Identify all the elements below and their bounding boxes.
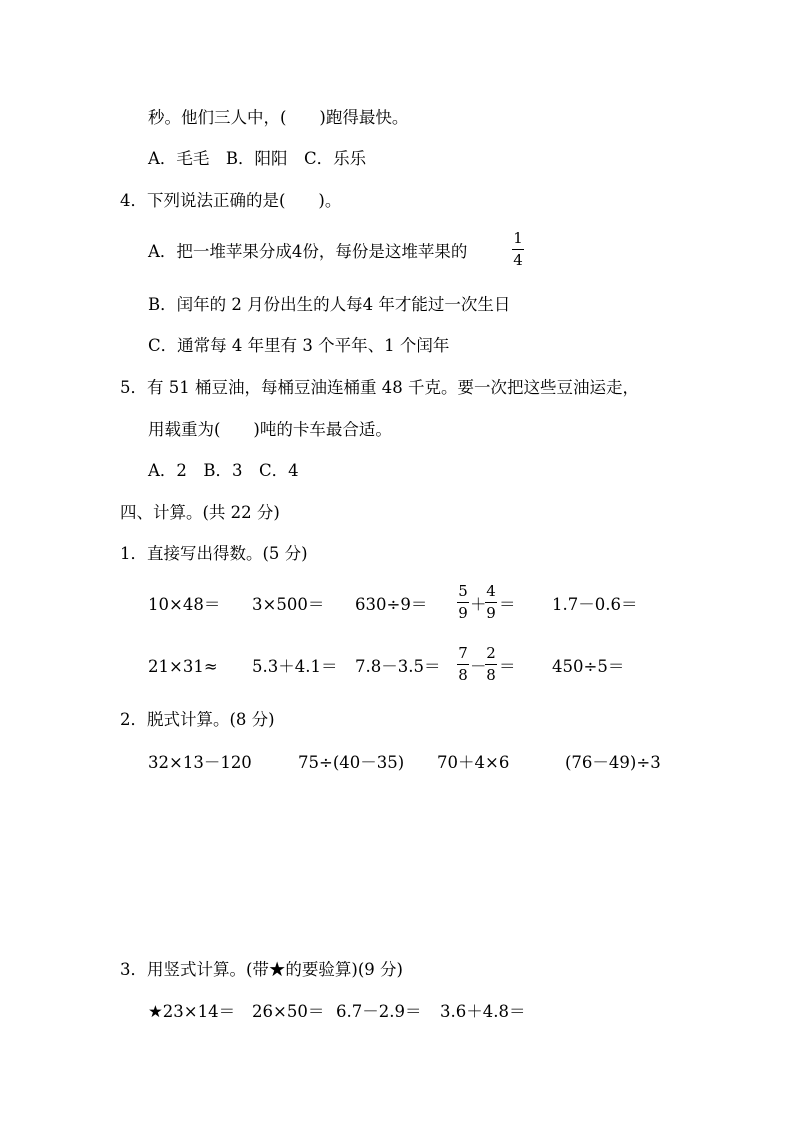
fraction-bar — [512, 249, 524, 250]
vertical-calc-3: 6.7－2.9＝ — [336, 1002, 422, 1021]
fraction-numerator: 2 — [486, 644, 496, 662]
fraction-numerator: 1 — [513, 229, 523, 247]
fraction-bar — [457, 664, 469, 665]
mental-calc-5: 1.7－0.6＝ — [552, 595, 638, 614]
q5-options: A．2 B．3 C．4 — [148, 461, 299, 480]
vertical-calc-1: ★23×14＝ — [148, 1002, 236, 1021]
mental-calc-9-equals: ＝ — [499, 657, 516, 676]
stepwise-calc-2: 75÷(40－35) — [298, 753, 405, 772]
mental-calc-3: 630÷9＝ — [355, 595, 428, 614]
vertical-calc-2: 26×50＝ — [252, 1002, 325, 1021]
fraction-numerator: 4 — [486, 582, 496, 600]
stepwise-calc-1: 32×13－120 — [148, 753, 252, 772]
q4-option-a-fraction — [512, 230, 524, 269]
fraction-denominator: 9 — [458, 604, 468, 622]
q5-stem-line1: 5．有 51 桶豆油，每桶豆油连桶重 48 千克。要一次把这些豆油运走， — [120, 378, 639, 397]
mental-calc-9-frac-b — [485, 645, 497, 684]
fraction-bar — [485, 602, 497, 603]
q4-option-c: C．通常每 4 年里有 3 个平年、1 个闰年 — [148, 336, 450, 355]
fraction-denominator: 4 — [513, 251, 523, 269]
fraction-denominator: 8 — [458, 666, 468, 684]
mental-calc-4-operator: ＋ — [470, 595, 487, 614]
mental-calc-6: 21×31≈ — [148, 657, 218, 676]
part2-title: 2．脱式计算。(8 分) — [120, 710, 275, 729]
mental-calc-9-frac-a — [457, 645, 469, 684]
fraction-bar — [485, 664, 497, 665]
q4-option-b: B．闰年的 2 月份出生的人每4 年才能过一次生日 — [148, 295, 511, 314]
fraction-numerator: 7 — [458, 644, 468, 662]
mental-calc-10: 450÷5＝ — [552, 657, 625, 676]
mental-calc-7: 5.3＋4.1＝ — [252, 657, 338, 676]
mental-calc-1: 10×48＝ — [148, 595, 221, 614]
mental-calc-8: 7.8－3.5＝ — [355, 657, 441, 676]
part1-title: 1．直接写出得数。(5 分) — [120, 544, 308, 563]
mental-calc-4-equals: ＝ — [499, 595, 516, 614]
q4-option-a: A．把一堆苹果分成4份，每份是这堆苹果的 — [148, 242, 468, 261]
stepwise-calc-4: (76－49)÷3 — [565, 753, 661, 772]
mental-calc-4-frac-b — [485, 583, 497, 622]
fraction-bar — [457, 602, 469, 603]
vertical-calc-4: 3.6＋4.8＝ — [440, 1002, 526, 1021]
stepwise-calc-3: 70＋4×6 — [437, 753, 510, 772]
fraction-numerator: 5 — [458, 582, 468, 600]
mental-calc-4-frac-a — [457, 583, 469, 622]
mental-calc-2: 3×500＝ — [252, 595, 325, 614]
section4-title: 四、计算。(共 22 分) — [120, 503, 280, 522]
mental-calc-9-operator: － — [470, 657, 487, 676]
fraction-denominator: 8 — [486, 666, 496, 684]
q4-stem: 4．下列说法正确的是( )。 — [120, 191, 342, 210]
q5-stem-line2: 用载重为( )吨的卡车最合适。 — [148, 420, 392, 439]
q3-continuation: 秒。他们三人中，( )跑得最快。 — [148, 108, 409, 127]
fraction-denominator: 9 — [486, 604, 496, 622]
part3-title: 3．用竖式计算。(带★的要验算)(9 分) — [120, 960, 403, 979]
q3-options: A．毛毛 B．阳阳 C．乐乐 — [148, 149, 367, 168]
